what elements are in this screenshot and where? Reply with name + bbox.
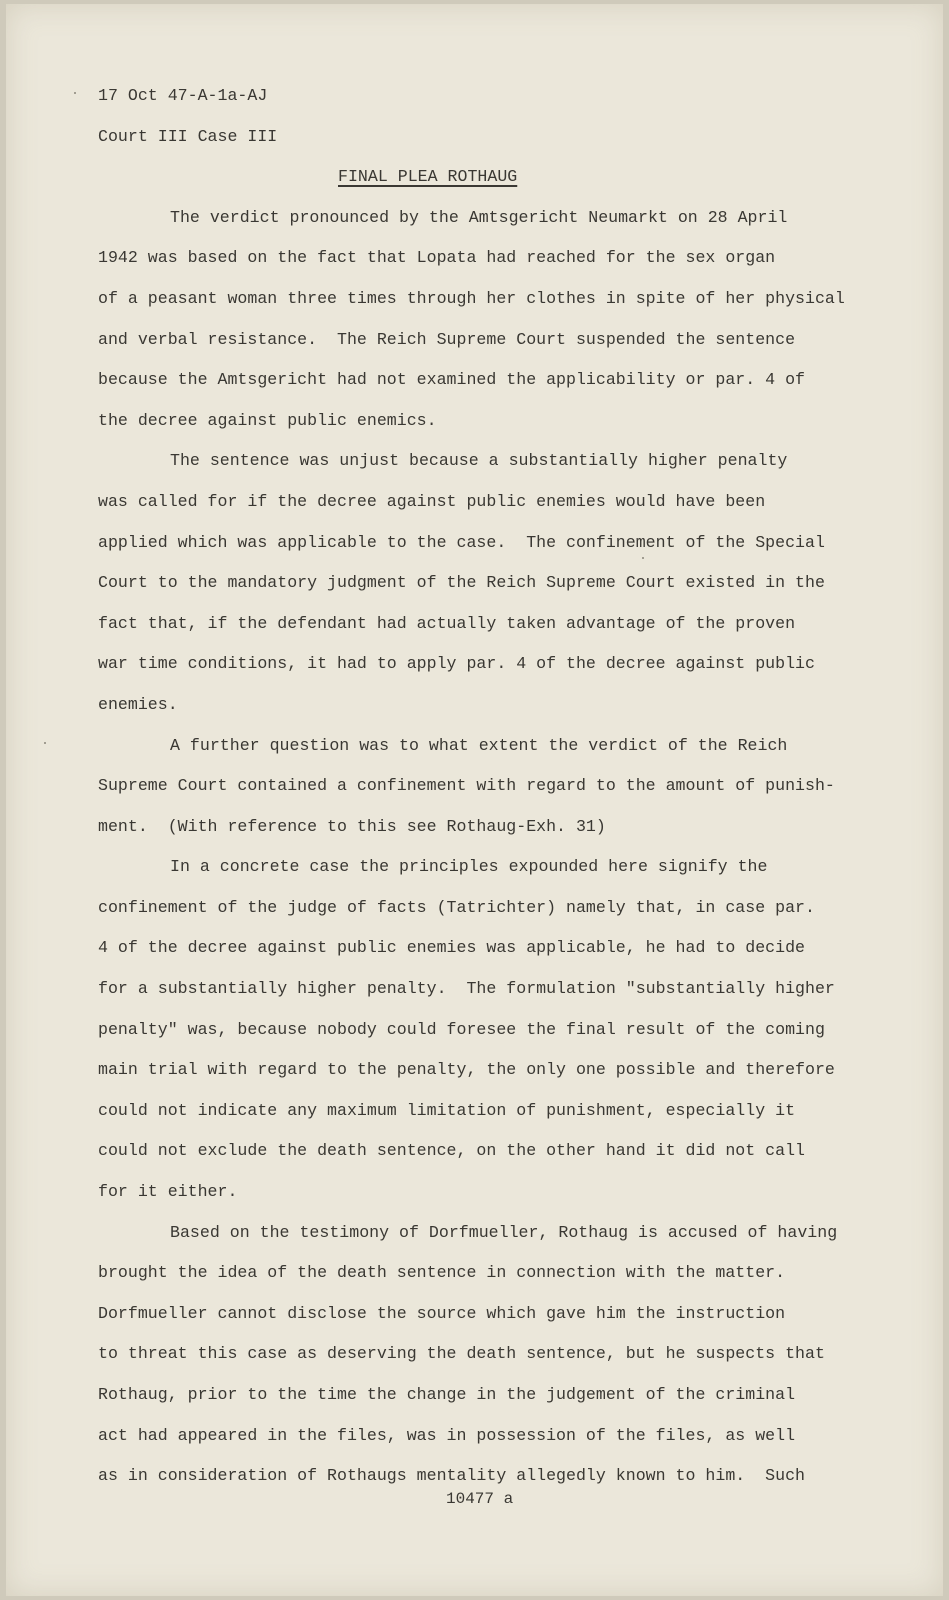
paper-speck: [44, 742, 46, 744]
text-line: Rothaug, prior to the time the change in the judgement of the criminal: [98, 1385, 796, 1404]
text-line: because the Amtsgericht had not examined the applicability or par. 4 of: [98, 370, 806, 390]
text-line: applied which was applicable to the case. The confinement of the Special: [98, 532, 825, 552]
text-line: as in consideration of Rothaugs mentality allegedly known to him. Such: [98, 1466, 806, 1486]
text-line: could not indicate any maximum limitation of punishment, especially it: [98, 1100, 796, 1120]
text-line: was called for if the decree against public enemies would have been: [98, 491, 766, 511]
document-body: [98, 76, 898, 1497]
text-line: enemies.: [98, 694, 178, 714]
text-line: penalty" was, because nobody could foresee the final result of the coming: [98, 1019, 825, 1039]
text-line: A further question was to what extent the verdict of the Reich: [170, 735, 788, 755]
document-title: FINAL PLEA ROTHAUG: [338, 167, 518, 187]
text-line: The verdict pronounced by the Amtsgericht Neumarkt on 28 April: [170, 207, 788, 227]
paper-speck: [642, 557, 644, 559]
text-line: the decree against public enemics.: [98, 410, 437, 430]
text-line: Based on the testimony of Dorfmueller, Rothaug is accused of having: [170, 1222, 838, 1242]
text-line: act had appeared in the files, was in possession of the files, as well: [98, 1425, 796, 1445]
text-line: and verbal resistance. The Reich Supreme Court suspended the sentence: [98, 329, 796, 349]
document-reference: 17 Oct 47-A-1a-AJ: [98, 86, 268, 105]
text-line: 4 of the decree against public enemies was applicable, he had to decide: [98, 938, 806, 958]
text-line: fact that, if the defendant had actually taken advantage of the proven: [98, 613, 796, 633]
text-line: for it either.: [98, 1182, 238, 1202]
text-line: brought the idea of the death sentence in connection with the matter.: [98, 1263, 786, 1283]
text-line: Dorfmueller cannot disclose the source which gave him the instruction: [98, 1303, 786, 1323]
paper-speck: [74, 92, 76, 94]
document-title-line: [98, 157, 898, 198]
document-page: [6, 4, 943, 1596]
text-line: for a substantially higher penalty. The formulation "substantially higher: [98, 979, 835, 999]
text-line: to threat this case as deserving the death sentence, but he suspects that: [98, 1344, 825, 1364]
text-line: main trial with regard to the penalty, the only one possible and therefore: [98, 1060, 835, 1080]
text-line: Supreme Court contained a confinement with regard to the amount of punish-: [98, 776, 835, 796]
body-text: [98, 198, 898, 1497]
page-number: 10477 a: [446, 1490, 514, 1508]
text-line: In a concrete case the principles expounded here signify the: [170, 857, 768, 877]
text-line: of a peasant woman three times through her clothes in spite of her physical: [98, 288, 845, 308]
text-line: war time conditions, it had to apply par. 4 of the decree against public: [98, 654, 815, 674]
text-line: could not exclude the death sentence, on the other hand it did not call: [98, 1141, 806, 1161]
text-line: ment. (With reference to this see Rothaug-Exh. 31): [98, 816, 606, 836]
text-line: confinement of the judge of facts (Tatrichter) namely that, in case par.: [98, 897, 815, 917]
text-line: Court to the mandatory judgment of the Reich Supreme Court existed in the: [98, 573, 825, 593]
text-line: 1942 was based on the fact that Lopata had reached for the sex organ: [98, 248, 776, 268]
text-line: The sentence was unjust because a substantially higher penalty: [170, 451, 788, 471]
court-case-label: Court III Case III: [98, 126, 278, 146]
